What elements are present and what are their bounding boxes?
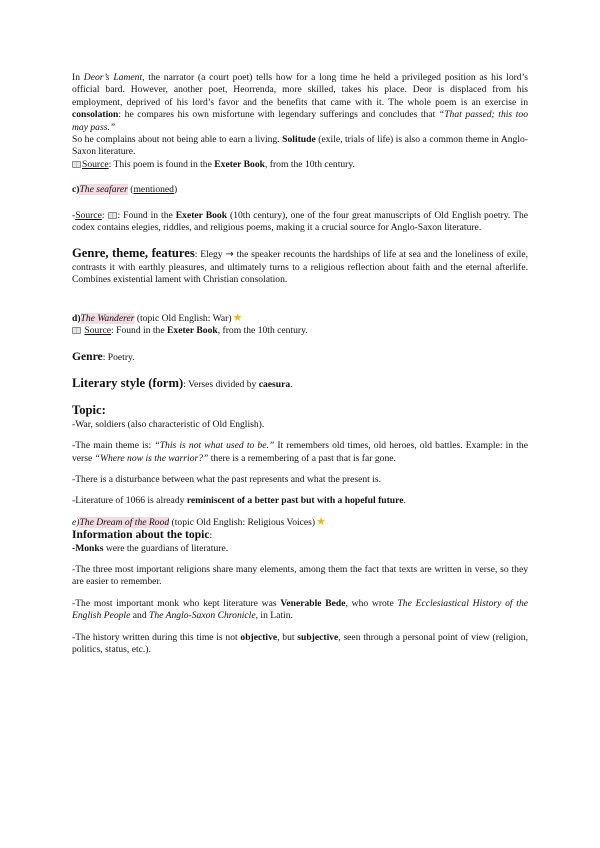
wanderer-heading [72,310,528,325]
text: , from the 10th century. [217,325,308,337]
keyword-caesura: caesura [258,378,291,390]
wanderer-theme [72,440,528,465]
text: : This poem is found in the [108,158,215,170]
quote: “That passed; this too may pass.” [72,109,528,133]
arrow-right-icon: → [225,249,234,261]
text: -The main theme is: [72,440,155,452]
text: (exile, trials of life) is also a common theme in Anglo-Saxon literature. [72,134,528,158]
mentioned-note: mentioned [133,184,174,196]
wanderer-source [72,325,528,337]
text: : [209,530,213,542]
wanderer-disturbance: -There is a disturbance between what the past represents and what the present is. [72,473,382,485]
info-heading: Information about the topic: [72,528,213,542]
text: , in Latin. [255,610,293,622]
text: and [130,610,150,622]
source-label: Source [84,325,112,337]
dream-bede [72,598,528,623]
text: -The history written during this time is not [72,631,241,643]
text: were the guardians of literature. [103,542,229,554]
deor-complaint [72,134,528,159]
deor-source [72,159,528,171]
exeter-book: Exeter Book [167,325,218,337]
text: So he complains about not being able to earn a living. [72,134,283,146]
text: -Literature of 1066 is already [72,495,187,507]
wanderer-style [72,377,528,391]
text: : Found in the [111,325,168,337]
text: : Elegy [194,249,226,261]
seafarer-genre [72,247,528,286]
keyword-subjective: subjective [297,631,339,643]
exeter-book: Exeter Book [214,158,265,170]
deor-paragraph [72,72,528,134]
wanderer-literature-1066 [72,495,528,507]
text: : Found in the [117,209,176,221]
source-label: Source [82,158,109,170]
open-book-icon [72,327,81,334]
text: , seen through a personal point of view (religion, politics, status, etc.). [72,631,528,655]
star-icon: ★ [232,310,243,324]
text: : Poetry. [102,351,135,363]
text: -The most important monk who kept literature was [72,597,281,609]
text: . [403,495,406,507]
exeter-book: Exeter Book [175,209,228,221]
text: the speaker recounts the hardships of life at sea and the loneliness of exile, contrasts it with earthly pleasures, and ultimately turns to a religious reflection about faith and the eternal afterlife. Combines existential lament with Christian consolation. [72,249,528,286]
text: , from the 10th century. [264,158,355,170]
poem-title-deor: Deor’s Lament [83,72,143,83]
text: , but [277,631,298,643]
style-heading: Literary style (form) [72,375,184,390]
section-letter: d) [72,312,81,324]
seafarer-source: -Source: : Found in the Exeter Book (10th century), one of the four great manuscripts of Old English poetry. The codex contains elegies, riddles, and religious poems, making it a crucial source for Anglo-Saxon literature. [72,209,529,234]
dream-history [72,632,528,657]
text: , who wrote [345,597,398,609]
text: It remembers old times, old heroes, old battles. Example: in the verse [72,440,528,464]
source-label: Source [75,209,102,221]
keyword-solitude: Solitude [282,134,316,146]
quote: “Where now is the warrior?” [94,452,209,464]
genre-heading: Genre, theme, features [72,246,195,261]
text: In [72,72,84,83]
text: there is a remembering of a past that is far gone. [208,452,396,464]
quote: “This is not what used to be.” [154,440,275,452]
topic-heading: Topic: [72,403,106,418]
seafarer-heading: c)The seafarer (mentioned) [72,184,178,196]
keyword-monks: -Monks [72,542,104,554]
book-title: The Anglo-Saxon Chronicle [149,610,256,622]
topic-note: (topic Old English: War) [134,312,232,324]
keyword-hopeful-future: reminiscent of a better past but with a hopeful future [186,495,404,507]
dream-religions: -The three most important religions share many elements, among them the fact that texts are written in verse, so they are easier to remember. [72,563,528,588]
open-book-icon [72,161,81,168]
open-book-icon [108,212,117,219]
dream-monks [72,543,528,555]
genre-heading: Genre [72,349,103,363]
section-letter: c) [72,184,80,196]
text: : Verses divided by [183,378,259,390]
keyword-consolation: consolation [72,109,119,121]
keyword-objective: objective [240,631,278,643]
text: (10th century), one of the four great manuscripts of Old English poetry. The codex contains elegies, riddles, and religious poems, making it a crucial source for Anglo-Saxon literature. [72,209,529,234]
wanderer-genre [72,351,528,364]
topic-war: -War, soldiers (also characteristic of Old English). [72,418,265,430]
text: . [290,378,293,390]
poem-title-wanderer: The Wanderer [80,312,135,324]
poem-title-seafarer: The seafarer [79,184,128,196]
keyword-bede: Venerable Bede [280,597,346,609]
text: : he compares his own misfortune with legendary sufferings and concludes that [118,109,439,121]
text: , the narrator (a court poet) tells how for a long time he held a privileged position as his lord’s official bard. However, another poet, Heorrenda, more skilled, takes his place. Deor is displaced from his employment, deprived of his lord’s favor and the benefits that came with it. The whole poem is an exercise in [72,72,529,108]
book-title: The Ecclesiastical History of the English People [72,597,529,622]
section-letter: e) [72,516,80,528]
star-icon: ★ [316,514,326,528]
topic-note: (topic Old English: Religious Voices) [169,516,316,528]
poem-title-dream: The Dream of the Rood [79,516,170,528]
